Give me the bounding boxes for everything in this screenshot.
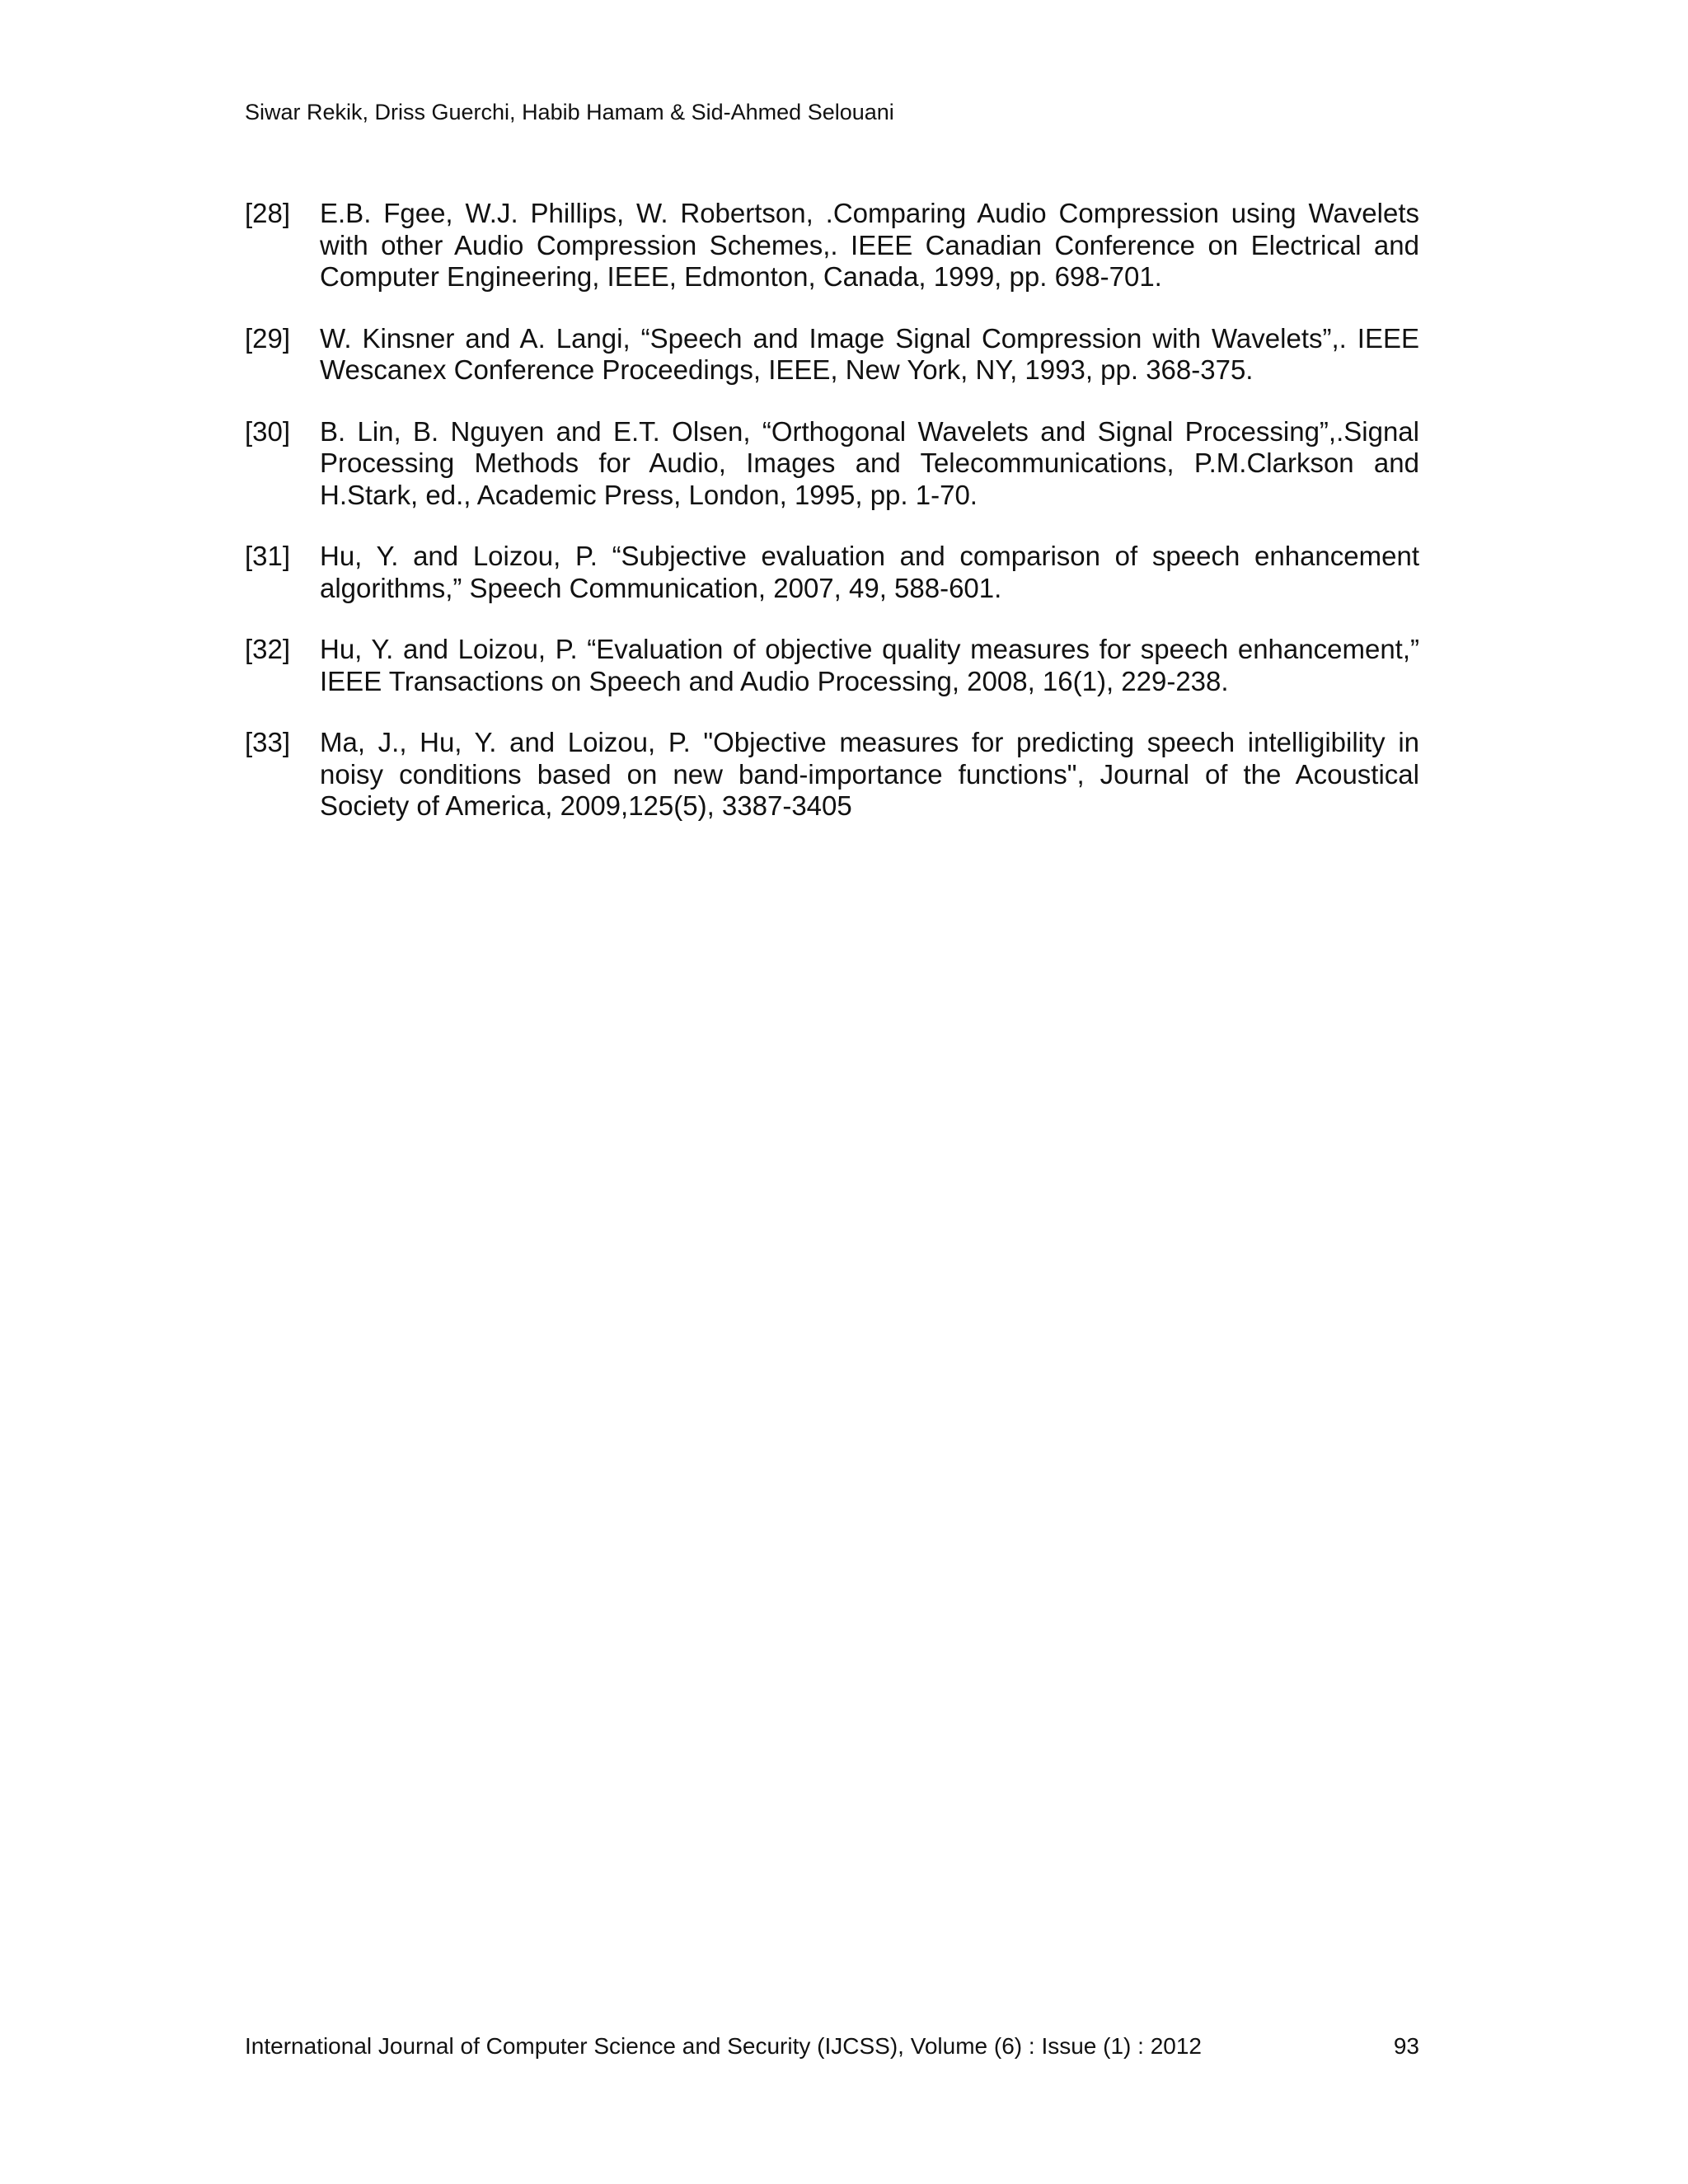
reference-number: [33] [245, 727, 291, 757]
reference-number: [30] [245, 415, 291, 447]
reference-text: B. Lin, B. Nguyen and E.T. Olsen, “Orthogonal Wavelets and Signal Processing”,.Signal Processing Methods for Audio, Images and Telecommunications, P.M.Clarkson and H.Stark, ed., Academic Press, London, 1995, pp. 1-70. [320, 415, 1419, 510]
running-header-authors: Siwar Rekik, Driss Guerchi, Habib Hamam & Sid-Ahmed Selouani [245, 100, 894, 124]
reference-text: E.B. Fgee, W.J. Phillips, W. Robertson, .Comparing Audio Compression using Wavelets with other Audio Compression Schemes,. IEEE Canadian Conference on Electrical and Computer Engineering, IEEE, Edmonton, Canada, 1999, pp. 698-701. [320, 198, 1419, 292]
page-number: 93 [1393, 2033, 1419, 2059]
reference-item [245, 541, 1419, 604]
reference-number: [32] [245, 634, 291, 664]
footer-journal-citation: International Journal of Computer Science and Security (IJCSS), Volume (6) : Issue (1) : 2012 [245, 2033, 1203, 2059]
reference-item [245, 323, 1419, 387]
reference-text: W. Kinsner and A. Langi, “Speech and Image Signal Compression with Wavelets”,. IEEE Wescanex Conference Proceedings, IEEE, New York, NY, 1993, pp. 368-375. [320, 322, 1419, 385]
reference-item [245, 416, 1419, 512]
reference-list [245, 198, 1419, 852]
reference-text: Hu, Y. and Loizou, P. “Evaluation of objective quality measures for speech enhancement,” IEEE Transactions on Speech and Audio Processing, 2008, 16(1), 229-238. [320, 634, 1419, 696]
reference-text: Ma, J., Hu, Y. and Loizou, P. "Objective measures for predicting speech intelligibility in noisy conditions based on new band-importance functions", Journal of the Acoustical Society of America, 2009,125(5), 3387-3405 [320, 727, 1419, 821]
reference-item [245, 727, 1419, 823]
reference-number: [28] [245, 198, 291, 228]
reference-text: Hu, Y. and Loizou, P. “Subjective evaluation and comparison of speech enhancement algorithms,” Speech Communication, 2007, 49, 588-601. [320, 541, 1419, 603]
reference-item [245, 634, 1419, 697]
reference-item [245, 198, 1419, 293]
reference-number: [29] [245, 322, 291, 354]
reference-number: [31] [245, 541, 291, 571]
